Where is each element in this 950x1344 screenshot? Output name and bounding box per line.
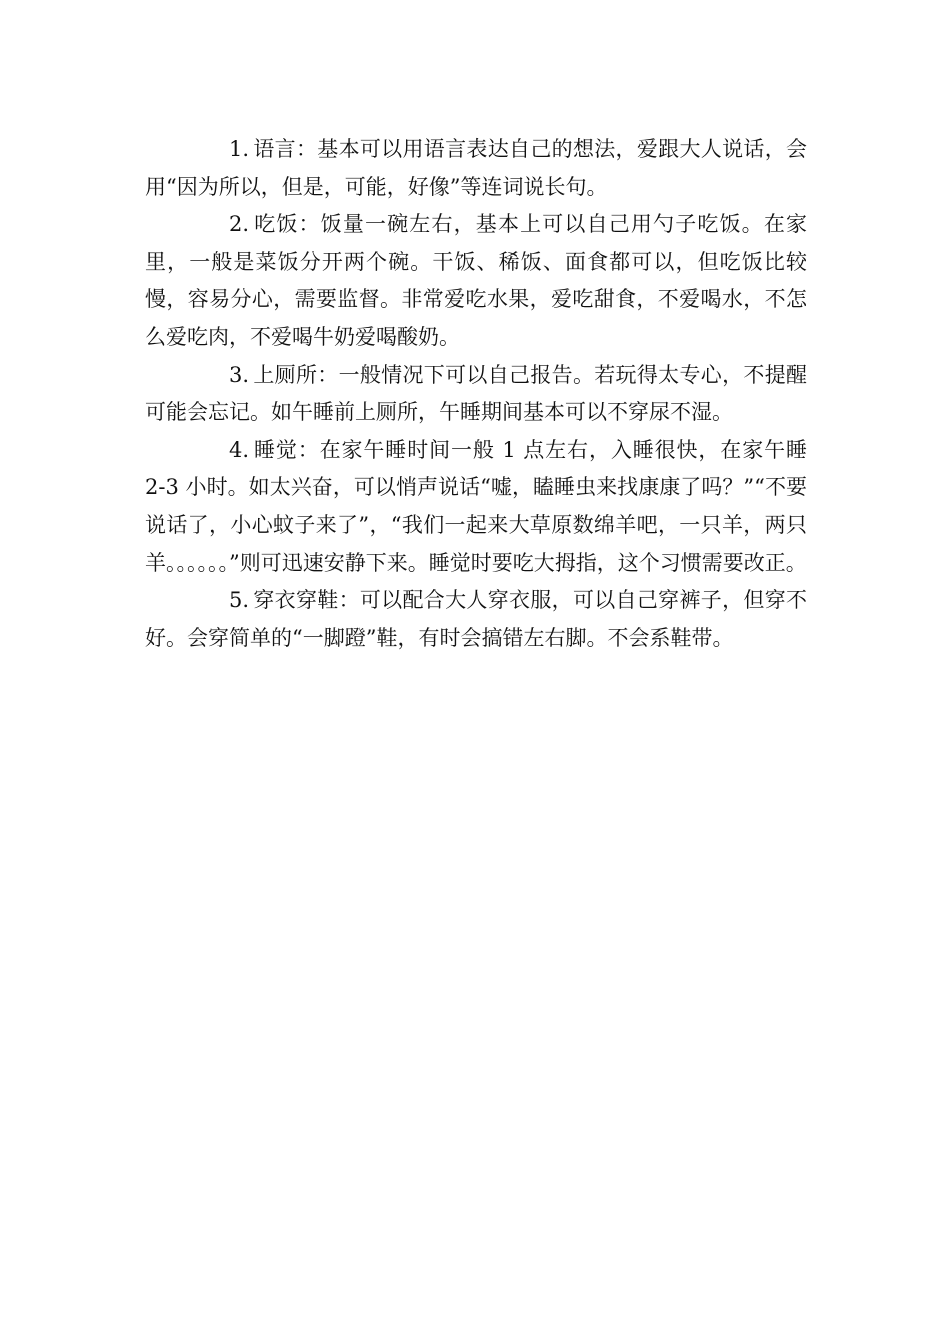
paragraph-number: 1. bbox=[229, 137, 250, 161]
paragraph-toilet bbox=[145, 357, 807, 432]
paragraph-number: 2. bbox=[229, 212, 250, 237]
paragraph-text: 穿衣穿鞋：可以配合大人穿衣服，可以自己穿裤子，但穿不好。会穿简单的“一脚蹬”鞋，有时会搞错左右脚。不会系鞋带。 bbox=[145, 588, 807, 650]
document-page bbox=[145, 131, 807, 657]
paragraph-text: 睡觉：在家午睡时间一般 1 点左右，入睡很快，在家午睡 2-3 小时。如太兴奋，可以悄声说话“嘘，瞌睡虫来找康康了吗？”“不要说话了，小心蚊子来了”，“我们一起来大草原数绵羊吧，一只羊，两只羊。。。。。。”则可迅速安静下来。睡觉时要吃大拇指，这个习惯需要改正。 bbox=[145, 437, 807, 575]
paragraph-sleeping bbox=[145, 432, 807, 582]
paragraph-eating bbox=[145, 206, 807, 356]
paragraph-text: 上厕所：一般情况下可以自己报告。若玩得太专心，不提醒可能会忘记。如午睡前上厕所，午睡期间基本可以不穿尿不湿。 bbox=[145, 362, 807, 425]
paragraph-language bbox=[145, 131, 807, 206]
paragraph-number: 3. bbox=[229, 362, 250, 387]
paragraph-dressing bbox=[145, 582, 807, 657]
paragraph-text: 吃饭：饭量一碗左右，基本上可以自己用勺子吃饭。在家里，一般是菜饭分开两个碗。干饭、稀饭、面食都可以，但吃饭比较慢，容易分心，需要监督。非常爱吃水果，爱吃甜食，不爱喝水，不怎么爱吃肉，不爱喝牛奶爱喝酸奶。 bbox=[145, 212, 807, 349]
paragraph-text: 语言：基本可以用语言表达自己的想法，爱跟大人说话，会用“因为所以，但是，可能，好像”等连词说长句。 bbox=[145, 137, 807, 199]
paragraph-number: 4. bbox=[229, 437, 250, 462]
paragraph-number: 5. bbox=[229, 588, 250, 613]
